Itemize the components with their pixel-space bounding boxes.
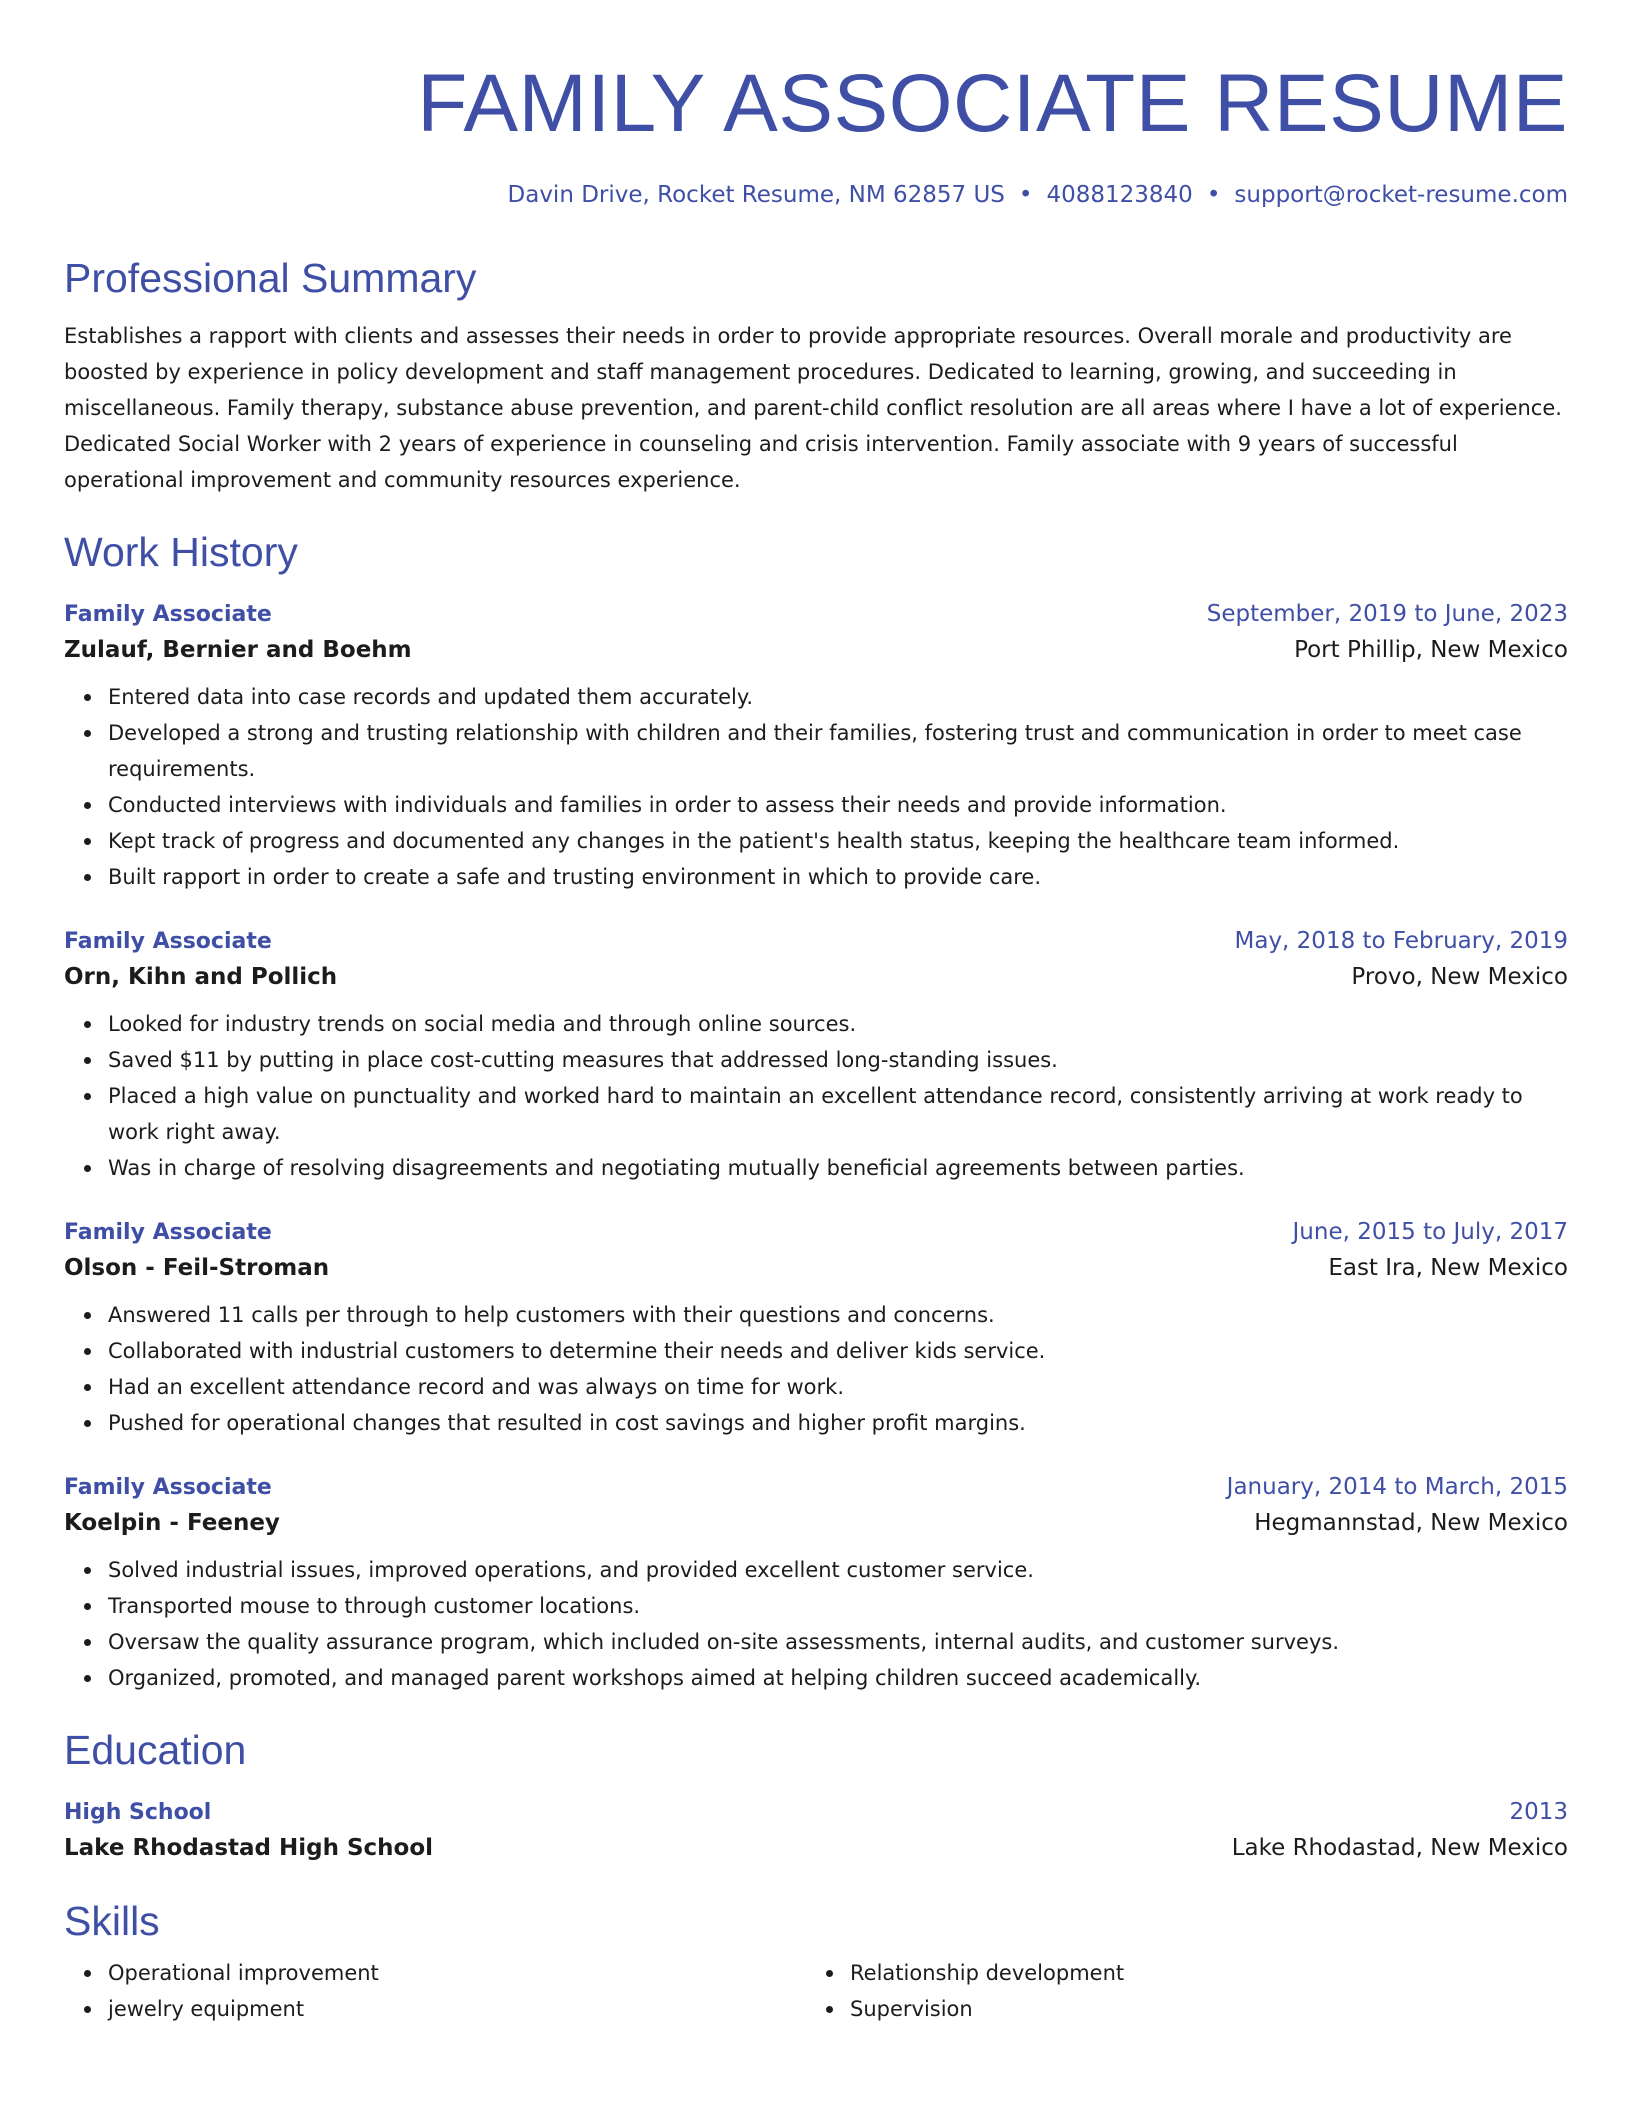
education-year: 2013 bbox=[1509, 1799, 1568, 1825]
education-location: Lake Rhodastad, New Mexico bbox=[1231, 1835, 1568, 1861]
skills-column-left bbox=[64, 1955, 806, 2027]
job-company: Koelpin - Feeney bbox=[64, 1510, 280, 1536]
job-bullets bbox=[64, 679, 1568, 895]
education-degree: High School bbox=[64, 1800, 212, 1825]
job-company: Orn, Kihn and Pollich bbox=[64, 964, 338, 990]
job-bullet: Collaborated with industrial customers to determine their needs and deliver kids service. bbox=[108, 1333, 1568, 1369]
job-dates: May, 2018 to February, 2019 bbox=[1234, 928, 1568, 954]
skill-item: Operational improvement bbox=[108, 1955, 806, 1991]
job-dates: September, 2019 to June, 2023 bbox=[1206, 601, 1568, 627]
contact-separator: • bbox=[1018, 182, 1033, 208]
contact-separator: • bbox=[1206, 182, 1221, 208]
job-company: Zulauf, Bernier and Boehm bbox=[64, 637, 412, 663]
job-entry bbox=[64, 1471, 1568, 1696]
job-dates: January, 2014 to March, 2015 bbox=[1226, 1474, 1568, 1500]
job-bullet: Was in charge of resolving disagreements and negotiating mutually beneficial agreements between parties. bbox=[108, 1150, 1568, 1186]
resume-title: FAMILY ASSOCIATE RESUME bbox=[417, 58, 1568, 149]
job-location: Provo, New Mexico bbox=[1351, 964, 1568, 990]
job-company: Olson - Feil-Stroman bbox=[64, 1255, 330, 1281]
skills-column-right bbox=[806, 1955, 1548, 2027]
job-bullets bbox=[64, 1552, 1568, 1696]
job-bullet: Entered data into case records and updated them accurately. bbox=[108, 679, 1568, 715]
job-bullet: Transported mouse to through customer locations. bbox=[108, 1588, 1568, 1624]
education-header-row bbox=[64, 1796, 1568, 1829]
job-location: East Ira, New Mexico bbox=[1328, 1255, 1568, 1281]
job-dates: June, 2015 to July, 2017 bbox=[1292, 1219, 1568, 1245]
job-header-row bbox=[64, 925, 1568, 958]
job-title: Family Associate bbox=[64, 1475, 272, 1500]
job-location: Port Phillip, New Mexico bbox=[1294, 637, 1568, 663]
job-header-row bbox=[64, 1216, 1568, 1249]
job-bullet: Kept track of progress and documented any changes in the patient's health status, keeping the healthcare team informed. bbox=[108, 823, 1568, 859]
education-entry bbox=[64, 1796, 1568, 1867]
job-bullet: Conducted interviews with individuals and families in order to assess their needs and provide information. bbox=[108, 787, 1568, 823]
job-company-row bbox=[64, 1504, 1568, 1542]
skill-item: jewelry equipment bbox=[108, 1991, 806, 2027]
contact-line bbox=[64, 180, 1568, 210]
job-bullet: Answered 11 calls per through to help customers with their questions and concerns. bbox=[108, 1297, 1568, 1333]
contact-email[interactable]: support@rocket-resume.com bbox=[1234, 182, 1568, 208]
education-heading: Education bbox=[64, 1727, 247, 1773]
job-header-row bbox=[64, 1471, 1568, 1504]
job-company-row bbox=[64, 958, 1568, 996]
job-header-row bbox=[64, 598, 1568, 631]
job-bullets bbox=[64, 1006, 1568, 1186]
skill-item: Relationship development bbox=[850, 1955, 1548, 1991]
job-bullet: Placed a high value on punctuality and worked hard to maintain an excellent attendance record, consistently arriving at work ready to work right away. bbox=[108, 1078, 1568, 1150]
job-location: Hegmannstad, New Mexico bbox=[1254, 1510, 1568, 1536]
job-bullets bbox=[64, 1297, 1568, 1441]
job-entry bbox=[64, 925, 1568, 1186]
education-school: Lake Rhodastad High School bbox=[64, 1835, 434, 1861]
summary-heading: Professional Summary bbox=[64, 255, 477, 301]
job-title: Family Associate bbox=[64, 1220, 272, 1245]
contact-phone: 4088123840 bbox=[1046, 182, 1193, 208]
work-history-heading: Work History bbox=[64, 529, 298, 575]
summary-text: Establishes a rapport with clients and assesses their needs in order to provide appropriate resources. Overall morale and productivity are boosted by experience in policy development and staff management procedures. Dedicated to learning, growing, and succeeding in miscellaneous. Family therapy, substance abuse prevention, and parent-child conflict resolution are all areas where I have a lot of experience. Dedicated Social Worker with 2 years of experience in counseling and crisis intervention. Family associate with 9 years of successful operational improvement and community resources experience. bbox=[64, 324, 1562, 492]
job-bullet: Pushed for operational changes that resulted in cost savings and higher profit margins. bbox=[108, 1405, 1568, 1441]
job-company-row bbox=[64, 631, 1568, 669]
education-school-row bbox=[64, 1829, 1568, 1867]
job-entry bbox=[64, 1216, 1568, 1441]
job-title: Family Associate bbox=[64, 602, 272, 627]
job-company-row bbox=[64, 1249, 1568, 1287]
skills-grid bbox=[64, 1955, 1568, 2027]
skills-heading: Skills bbox=[64, 1898, 160, 1944]
job-bullet: Saved $11 by putting in place cost-cutting measures that addressed long-standing issues. bbox=[108, 1042, 1568, 1078]
job-bullet: Built rapport in order to create a safe and trusting environment in which to provide care. bbox=[108, 859, 1568, 895]
skill-item: Supervision bbox=[850, 1991, 1548, 2027]
job-entry bbox=[64, 598, 1568, 895]
job-bullet: Developed a strong and trusting relationship with children and their families, fostering trust and communication in order to meet case requirements. bbox=[108, 715, 1568, 787]
job-bullet: Organized, promoted, and managed parent workshops aimed at helping children succeed academically. bbox=[108, 1660, 1568, 1696]
contact-address: Davin Drive, Rocket Resume, NM 62857 US bbox=[507, 182, 1005, 208]
job-title: Family Associate bbox=[64, 929, 272, 954]
job-bullet: Had an excellent attendance record and was always on time for work. bbox=[108, 1369, 1568, 1405]
job-bullet: Looked for industry trends on social media and through online sources. bbox=[108, 1006, 1568, 1042]
job-bullet: Solved industrial issues, improved operations, and provided excellent customer service. bbox=[108, 1552, 1568, 1588]
job-bullet: Oversaw the quality assurance program, which included on-site assessments, internal audits, and customer surveys. bbox=[108, 1624, 1568, 1660]
